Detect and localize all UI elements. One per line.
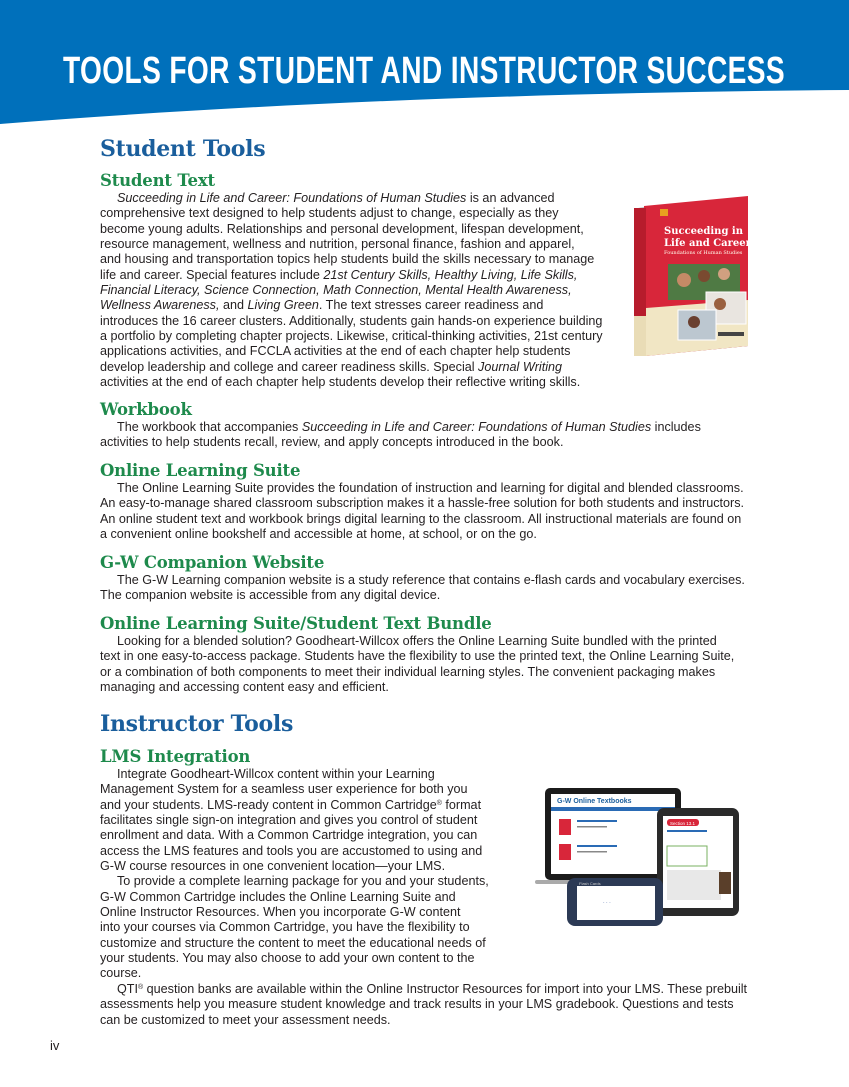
text-line: QTI® question banks are available within the Online Instructor Resources for import into your LMS. These prebuilt	[117, 981, 748, 996]
page-number: iv	[50, 1038, 60, 1053]
text-line: into your courses via Common Cartridge, you have the flexibility to	[100, 920, 470, 935]
text-line: managing and accessing content easy and efficient.	[100, 680, 389, 695]
text-line: enrollment and data. With a Common Cartridge integration, you can	[100, 828, 478, 843]
text-line: become young adults. Relationships and personal development, lifespan development,	[100, 221, 584, 236]
paragraph	[100, 420, 701, 451]
text-line: G-W course resources in one convenient location—your LMS.	[100, 859, 446, 874]
text-line: Looking for a blended solution? Goodheart-Willcox offers the Online Learning Suite bundled with the printed	[117, 634, 717, 648]
book-title-2: Life and Career	[664, 238, 751, 249]
section-heading: Online Learning Suite/Student Text Bundle	[100, 614, 492, 633]
text-line: The G-W Learning companion website is a study reference that contains e-flash cards and vocabulary exercises.	[117, 573, 745, 587]
paragraph	[100, 191, 603, 390]
text-line: text in one easy-to-access package. Students have the flexibility to use the printed text, the Online Learning Suite,	[100, 649, 735, 664]
text-line: An easy-to-manage shared classroom subscription makes it a hassle-free solution for both students and instructors.	[100, 496, 744, 511]
text-line: G-W Common Cartridge includes the Online Learning Suite and	[100, 889, 456, 904]
text-line: activities to help students recall, review, and apply concepts introduced in the book.	[100, 435, 564, 450]
paragraph	[100, 481, 744, 542]
text-line: develop leadership and college and career readiness skills. Special Journal Writing	[100, 359, 563, 374]
text-line: course.	[100, 966, 142, 981]
page-title: TOOLS FOR STUDENT AND INSTRUCTOR SUCCESS	[63, 50, 786, 92]
text-line: Financial Literacy, Science Connection, Math Connection, Mental Health Awareness,	[100, 283, 572, 298]
section-g-w-companion-website	[100, 553, 745, 604]
text-line: comprehensive text designed to help students adjust to change, especially as they	[100, 206, 559, 221]
text-line: access the LMS features and tools you are accustomed to using and	[100, 843, 483, 858]
text-line: Integrate Goodheart-Willcox content within your Learning	[117, 767, 435, 781]
text-line: An online student text and workbook brings digital learning to the classroom. All instructional materials are found on	[100, 511, 742, 526]
paragraph	[100, 634, 734, 695]
section-heading: Student Text	[100, 171, 215, 190]
section-heading: Online Learning Suite	[100, 461, 301, 480]
devices-image	[527, 786, 742, 928]
text-line: a convenient online bookshelf and accessible at home, at school, or on the go.	[100, 527, 537, 542]
text-line: The companion website is accessible from any digital device.	[100, 588, 441, 603]
text-line: The Online Learning Suite provides the foundation of instruction and learning for digital and blended classrooms.	[117, 481, 744, 495]
text-line: can be customized to meet your assessment needs.	[100, 1012, 391, 1027]
text-line: The workbook that accompanies Succeeding in Life and Career: Foundations of Human Studies includes	[117, 420, 701, 434]
text-line: To provide a complete learning package for you and your students,	[117, 874, 489, 889]
text-line: or a combination of both components to meet their individual learning styles. The convenient packaging makes	[100, 664, 716, 679]
student-tools-heading: Student Tools	[100, 136, 266, 162]
text-line: activities at the end of each chapter help students develop their reflective writing skills.	[100, 375, 581, 390]
svg-text:· · ·: · · ·	[603, 900, 611, 906]
text-line: Management System for a seamless user experience for both you	[100, 782, 468, 797]
phone-title: Flash Cards	[579, 881, 601, 886]
text-line: Succeeding in Life and Career: Foundations of Human Studies is an advanced	[117, 191, 555, 205]
section-heading: G-W Companion Website	[100, 553, 325, 572]
section-student-text	[100, 171, 603, 390]
section-heading: Workbook	[100, 400, 192, 419]
section-heading: LMS Integration	[100, 747, 251, 766]
section-online-learning-suite-student-text-bundle	[100, 614, 734, 695]
text-line: and housing and transportation topics help students build the skills necessary to manage	[100, 252, 595, 267]
text-line: assessments help you measure student knowledge and track results in your LMS gradebook. Questions and tests	[100, 997, 734, 1012]
section-online-learning-suite	[100, 461, 744, 542]
text-line: a portfolio by completing chapter projects. Likewise, critical-thinking activities, 21st century	[100, 329, 603, 344]
text-line: life and career. Special features include 21st Century Skills, Healthy Living, Life Skills,	[100, 267, 578, 282]
tablet-badge: Section 13.1	[670, 821, 696, 826]
book-title-1: Succeeding in	[664, 226, 743, 237]
laptop-title: G-W Online Textbooks	[557, 798, 632, 805]
text-line: Online Instructor Resources. When you incorporate G-W content	[100, 905, 461, 920]
text-line: resource management, wellness and nutrition, personal finance, fashion and apparel,	[100, 237, 575, 252]
book-cover-image	[632, 196, 752, 358]
text-line: customize and structure the content to meet the educational needs of	[100, 935, 486, 950]
text-line: and your students. LMS-ready content in Common Cartridge® format	[100, 797, 482, 812]
book-subtitle: Foundations of Human Studies	[664, 250, 743, 256]
text-line: applications activities, and FCCLA activities at the end of each chapter help students	[100, 344, 571, 359]
text-line: facilitates single sign-on integration and gives you control of student	[100, 813, 478, 828]
instructor-tools-heading: Instructor Tools	[100, 711, 294, 737]
section-workbook	[100, 400, 701, 451]
text-line: your students. You may also choose to add your own content to the	[100, 951, 475, 966]
paragraph	[100, 573, 745, 604]
text-line: introduces the 16 career clusters. Additionally, students gain hands-on experience building	[100, 313, 603, 328]
text-line: Wellness Awareness, and Living Green. The text stresses career readiness and	[100, 298, 544, 313]
